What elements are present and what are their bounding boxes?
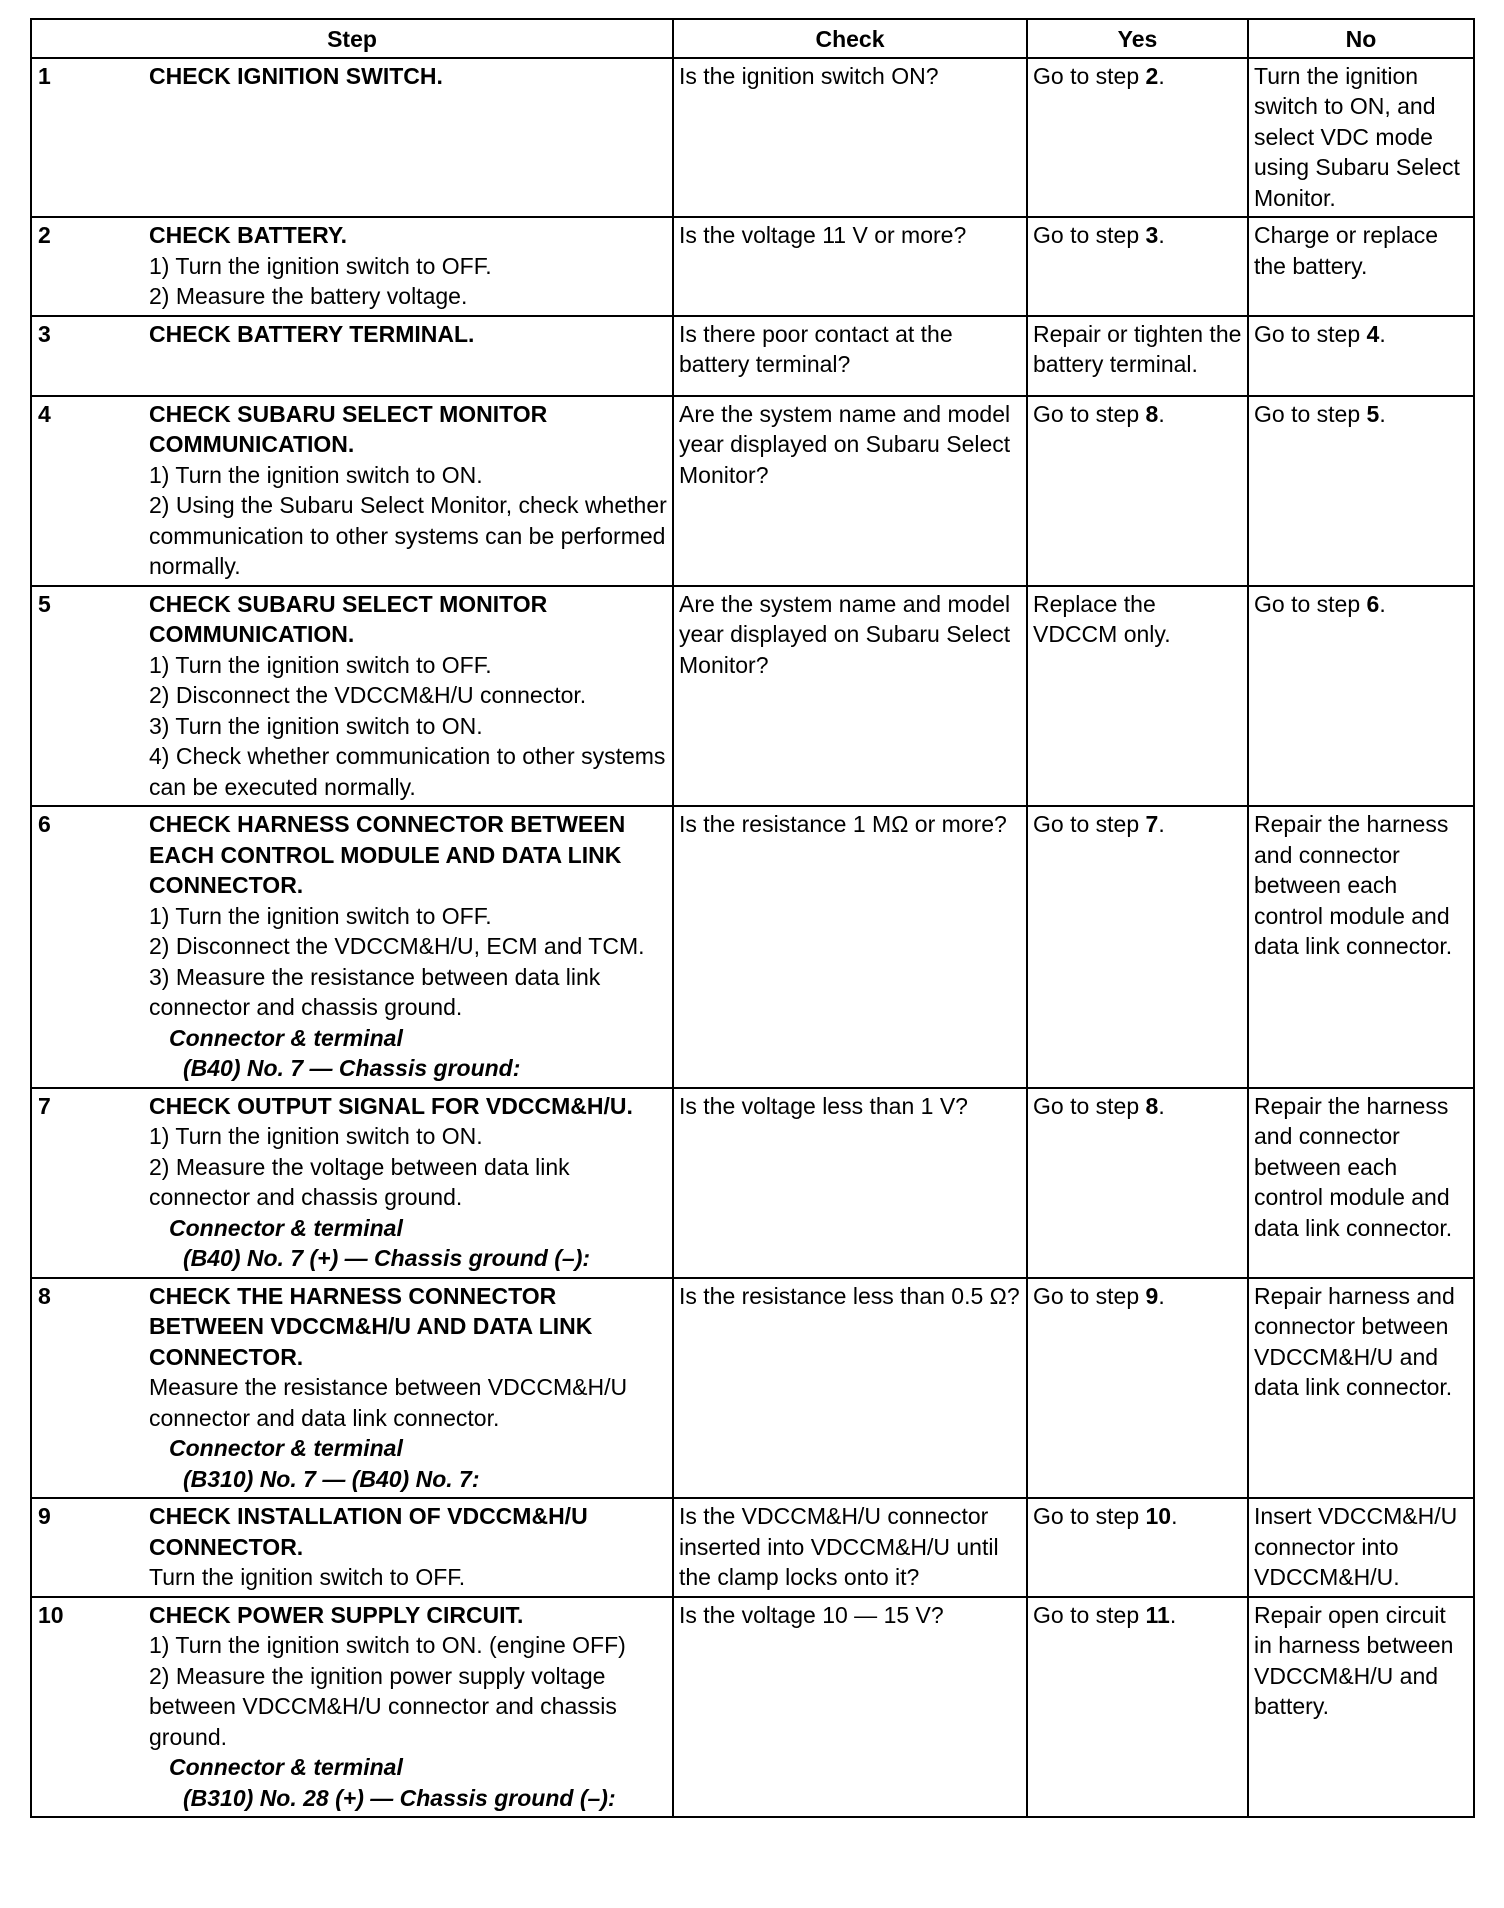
yes-cell <box>1027 217 1248 316</box>
step-number: 5 <box>31 586 149 807</box>
step-number: 3 <box>31 316 149 396</box>
yes-step-number: 8 <box>1145 400 1159 427</box>
yes-text: Go to step <box>1033 62 1146 89</box>
step-instruction: 1) Turn the ignition switch to OFF. <box>149 902 492 929</box>
step-instruction: Measure the resistance between VDCCM&H/U connector and data link connector. <box>149 1374 628 1431</box>
step-instruction: 1) Turn the ignition switch to ON. <box>149 461 483 488</box>
yes-cell <box>1027 586 1248 807</box>
check-cell: Is there poor contact at the battery terminal? <box>673 316 1027 396</box>
step-title: CHECK INSTALLATION OF VDCCM&H/U CONNECTOR. <box>149 1503 588 1560</box>
yes-text: Go to step <box>1033 1282 1146 1309</box>
check-cell: Are the system name and model year displayed on Subaru Select Monitor? <box>673 586 1027 807</box>
step-instruction: 3) Turn the ignition switch to ON. <box>149 712 483 739</box>
yes-cell <box>1027 1498 1248 1597</box>
no-suffix: . <box>1379 320 1386 347</box>
no-text: Turn the ignition switch to ON, and select VDC mode using Subaru Select Monitor. <box>1254 62 1460 211</box>
step-cell <box>149 316 673 396</box>
connector-terminal-label: Connector & terminal <box>169 1024 403 1051</box>
check-cell: Is the voltage 10 — 15 V? <box>673 1597 1027 1818</box>
no-cell <box>1248 806 1474 1088</box>
check-cell: Is the voltage 11 V or more? <box>673 217 1027 316</box>
no-text: Repair open circuit in harness between VDCCM&H/U and battery. <box>1254 1601 1454 1719</box>
yes-text: Go to step <box>1033 1092 1146 1119</box>
no-text: Go to step <box>1254 590 1367 617</box>
table-row <box>31 806 1474 1088</box>
header-yes: Yes <box>1027 19 1248 58</box>
table-row <box>31 217 1474 316</box>
yes-suffix: . <box>1169 1601 1177 1628</box>
no-cell <box>1248 58 1474 218</box>
check-cell: Is the VDCCM&H/U connector inserted into VDCCM&H/U until the clamp locks onto it? <box>673 1498 1027 1597</box>
step-number: 1 <box>31 58 149 218</box>
connector-terminal-value: (B40) No. 7 — Chassis ground: <box>183 1055 521 1081</box>
header-no: No <box>1248 19 1474 58</box>
yes-step-number: 9 <box>1145 1282 1159 1309</box>
step-cell <box>149 1597 673 1818</box>
step-cell <box>149 396 673 586</box>
table-row <box>31 586 1474 807</box>
yes-cell <box>1027 1278 1248 1499</box>
connector-terminal-value: (B40) No. 7 (+) — Chassis ground (–): <box>183 1245 591 1271</box>
step-cell <box>149 806 673 1088</box>
step-title: CHECK BATTERY. <box>149 222 348 248</box>
yes-text: Go to step <box>1033 222 1146 248</box>
yes-suffix: . <box>1158 811 1165 837</box>
check-cell: Are the system name and model year displayed on Subaru Select Monitor? <box>673 396 1027 586</box>
step-instruction: 4) Check whether communication to other systems can be executed normally. <box>149 743 666 800</box>
no-cell <box>1248 1597 1474 1818</box>
yes-step-number: 3 <box>1145 222 1159 248</box>
step-instruction: 2) Using the Subaru Select Monitor, check whether communication to other systems can be performed normally. <box>149 492 667 579</box>
no-text: Insert VDCCM&H/U connector into VDCCM&H/U. <box>1254 1503 1458 1590</box>
step-title: CHECK SUBARU SELECT MONITOR COMMUNICATION. <box>149 590 548 647</box>
yes-step-number: 7 <box>1145 811 1159 837</box>
step-title: CHECK POWER SUPPLY CIRCUIT. <box>149 1601 524 1628</box>
step-number: 8 <box>31 1278 149 1499</box>
yes-cell <box>1027 1597 1248 1818</box>
step-instruction: 1) Turn the ignition switch to ON. <box>149 1123 483 1149</box>
no-cell <box>1248 1498 1474 1597</box>
step-cell <box>149 58 673 218</box>
no-step-number: 5 <box>1366 400 1380 427</box>
connector-terminal-label: Connector & terminal <box>169 1214 403 1241</box>
step-cell <box>149 1278 673 1499</box>
step-number: 7 <box>31 1088 149 1278</box>
step-instruction: 2) Disconnect the VDCCM&H/U connector. <box>149 682 587 708</box>
table-row <box>31 316 1474 396</box>
connector-terminal-label: Connector & terminal <box>169 1754 403 1780</box>
header-check: Check <box>673 19 1027 58</box>
yes-cell <box>1027 806 1248 1088</box>
step-instruction: Turn the ignition switch to OFF. <box>149 1564 466 1590</box>
yes-suffix: . <box>1158 400 1165 427</box>
yes-text: Go to step <box>1033 811 1146 837</box>
yes-step-number: 8 <box>1145 1092 1159 1119</box>
check-cell: Is the voltage less than 1 V? <box>673 1088 1027 1278</box>
step-cell <box>149 1498 673 1597</box>
yes-text: Go to step <box>1033 1503 1146 1529</box>
yes-text: Go to step <box>1033 400 1146 427</box>
step-number: 6 <box>31 806 149 1088</box>
connector-terminal-label: Connector & terminal <box>169 1435 403 1461</box>
yes-suffix: . <box>1158 222 1165 248</box>
step-instruction: 1) Turn the ignition switch to OFF. <box>149 252 492 279</box>
no-cell <box>1248 1278 1474 1499</box>
no-cell <box>1248 217 1474 316</box>
table-body <box>31 58 1474 1818</box>
yes-cell <box>1027 316 1248 396</box>
yes-cell <box>1027 396 1248 586</box>
yes-step-number: 11 <box>1145 1601 1170 1628</box>
step-number: 10 <box>31 1597 149 1818</box>
header-row <box>31 19 1474 58</box>
step-instruction: 2) Measure the voltage between data link connector and chassis ground. <box>149 1153 570 1210</box>
step-title: CHECK OUTPUT SIGNAL FOR VDCCM&H/U. <box>149 1092 633 1119</box>
check-cell: Is the resistance 1 MΩ or more? <box>673 806 1027 1088</box>
check-cell: Is the resistance less than 0.5 Ω? <box>673 1278 1027 1499</box>
no-text: Charge or replace the battery. <box>1254 222 1439 279</box>
connector-terminal-value: (B310) No. 7 — (B40) No. 7: <box>183 1465 480 1492</box>
header-step: Step <box>31 19 673 58</box>
table-row <box>31 396 1474 586</box>
no-step-number: 4 <box>1366 320 1380 347</box>
step-instruction: 1) Turn the ignition switch to OFF. <box>149 651 492 678</box>
no-text: Repair harness and connector between VDCCM&H/U and data link connector. <box>1254 1282 1455 1400</box>
no-step-number: 6 <box>1366 590 1380 617</box>
step-instruction: 2) Measure the battery voltage. <box>149 283 468 309</box>
yes-suffix: . <box>1158 62 1165 89</box>
no-suffix: . <box>1379 400 1386 427</box>
no-cell <box>1248 586 1474 807</box>
table-row <box>31 1278 1474 1499</box>
step-title: CHECK SUBARU SELECT MONITOR COMMUNICATION. <box>149 400 548 457</box>
yes-step-number: 10 <box>1145 1503 1172 1529</box>
step-number: 4 <box>31 396 149 586</box>
step-instruction: 1) Turn the ignition switch to ON. (engine OFF) <box>149 1632 626 1658</box>
no-text: Go to step <box>1254 400 1367 427</box>
no-text: Repair the harness and connector between each control module and data link connector. <box>1254 811 1453 959</box>
step-number: 2 <box>31 217 149 316</box>
yes-step-number: 2 <box>1145 62 1159 89</box>
table-row <box>31 1597 1474 1818</box>
yes-text: Repair or tighten the battery terminal. <box>1033 320 1242 377</box>
no-cell <box>1248 316 1474 396</box>
table-row <box>31 1088 1474 1278</box>
yes-cell <box>1027 1088 1248 1278</box>
yes-suffix: . <box>1171 1503 1178 1529</box>
diagnostic-table <box>30 18 1475 1818</box>
yes-suffix: . <box>1158 1282 1165 1309</box>
yes-suffix: . <box>1158 1092 1165 1119</box>
check-cell: Is the ignition switch ON? <box>673 58 1027 218</box>
step-title: CHECK BATTERY TERMINAL. <box>149 320 475 347</box>
no-cell <box>1248 396 1474 586</box>
step-instruction: 2) Disconnect the VDCCM&H/U, ECM and TCM. <box>149 933 645 959</box>
step-instruction: 3) Measure the resistance between data link connector and chassis ground. <box>149 963 601 1020</box>
step-title: CHECK HARNESS CONNECTOR BETWEEN EACH CONTROL MODULE AND DATA LINK CONNECTOR. <box>149 811 626 898</box>
table-row <box>31 58 1474 218</box>
step-cell <box>149 217 673 316</box>
step-title: CHECK THE HARNESS CONNECTOR BETWEEN VDCCM&H/U AND DATA LINK CONNECTOR. <box>149 1282 593 1370</box>
table-row <box>31 1498 1474 1597</box>
yes-text: Go to step <box>1033 1601 1146 1628</box>
step-number: 9 <box>31 1498 149 1597</box>
no-text: Repair the harness and connector between each control module and data link connector. <box>1254 1092 1453 1241</box>
step-instruction: 2) Measure the ignition power supply voltage between VDCCM&H/U connector and chassis ground. <box>149 1662 617 1750</box>
step-cell <box>149 1088 673 1278</box>
step-title: CHECK IGNITION SWITCH. <box>149 62 443 89</box>
connector-terminal-value: (B310) No. 28 (+) — Chassis ground (–): <box>183 1784 616 1811</box>
step-cell <box>149 586 673 807</box>
yes-cell <box>1027 58 1248 218</box>
no-cell <box>1248 1088 1474 1278</box>
yes-text: Replace the VDCCM only. <box>1033 590 1171 647</box>
no-suffix: . <box>1379 590 1386 617</box>
no-text: Go to step <box>1254 320 1367 347</box>
